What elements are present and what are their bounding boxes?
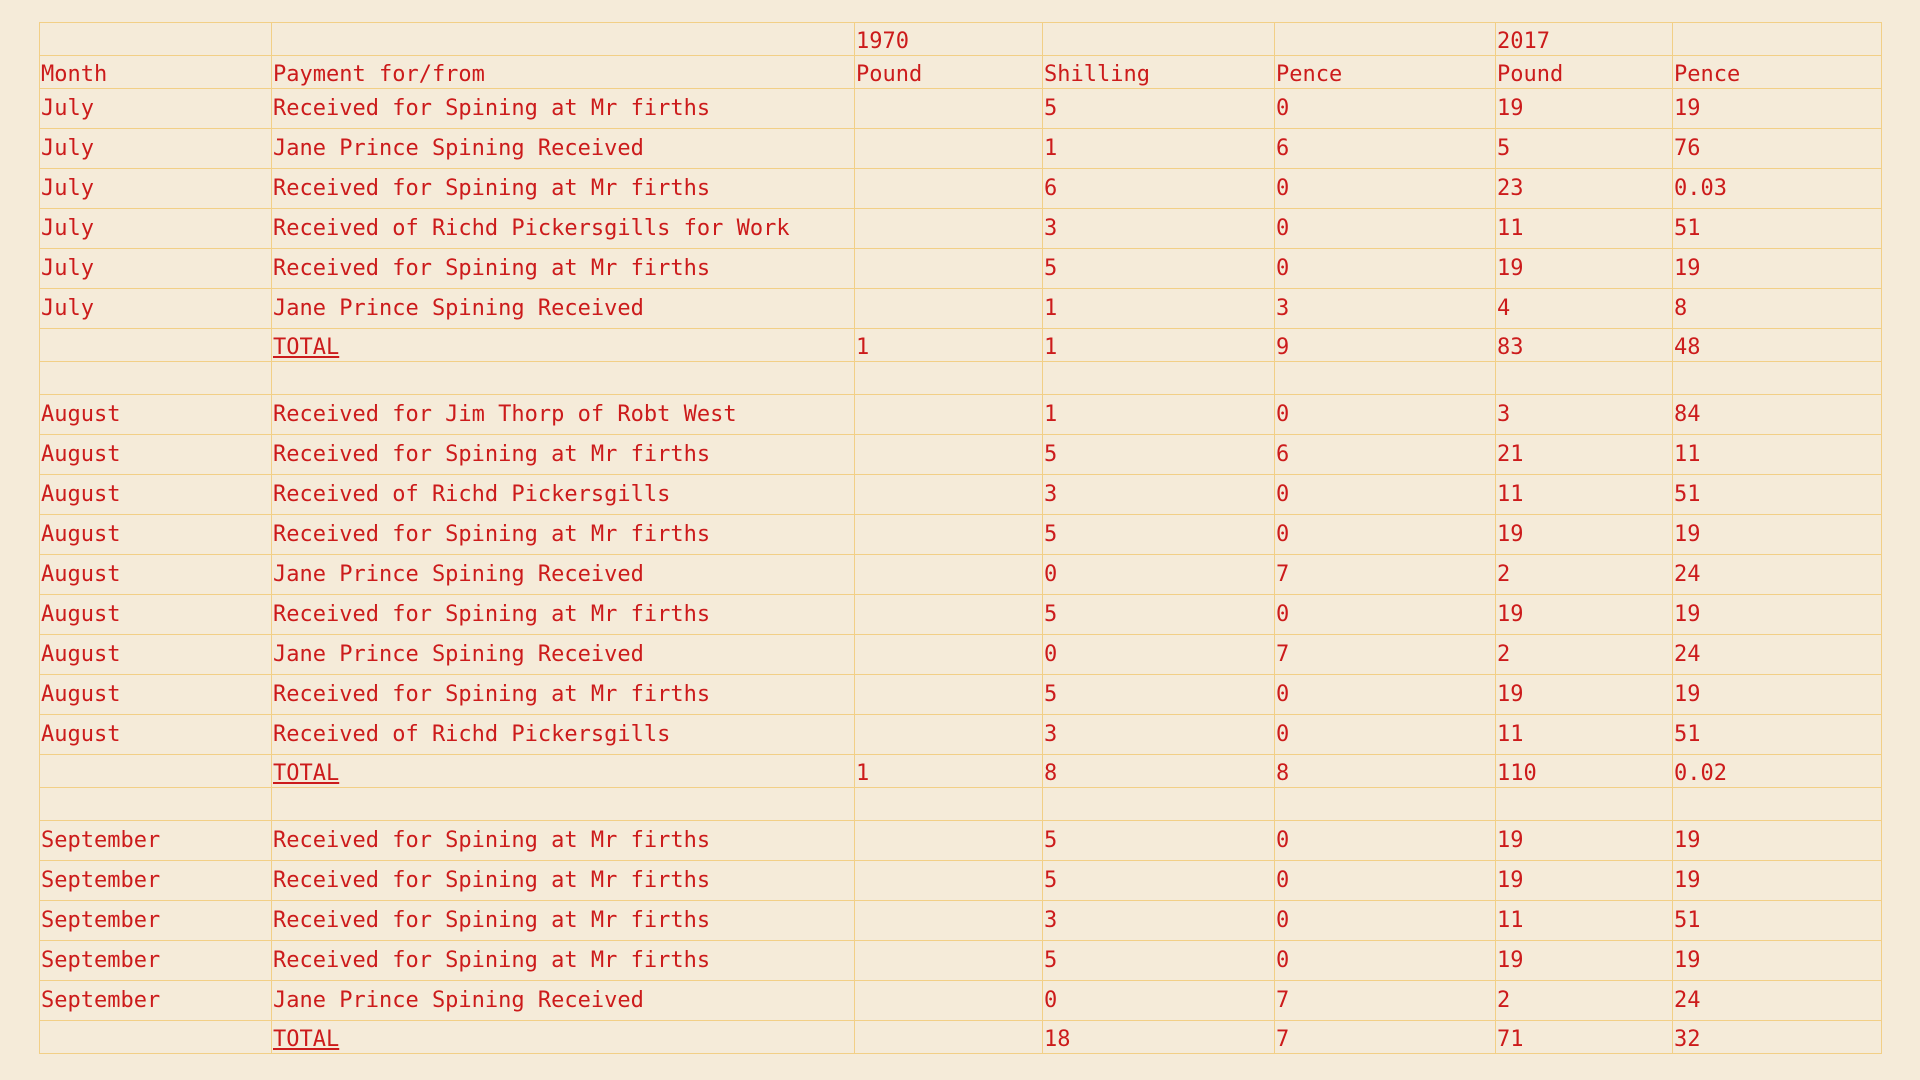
cell-empty[interactable]: [40, 23, 272, 56]
shilling-1970-cell[interactable]: 0: [1043, 981, 1275, 1021]
column-header-row: [40, 56, 1882, 89]
pence-2017-cell[interactable]: 19: [1673, 861, 1882, 901]
pound-2017-cell[interactable]: 110: [1496, 755, 1673, 788]
table-row: [40, 89, 1882, 129]
pound-2017-header[interactable]: Pound: [1496, 56, 1673, 89]
month-cell[interactable]: September: [40, 981, 272, 1021]
shilling-1970-cell[interactable]: 1: [1043, 329, 1275, 362]
month-cell[interactable]: August: [40, 595, 272, 635]
blank-row: [40, 362, 1882, 395]
pound-2017-cell[interactable]: 71: [1496, 1021, 1673, 1054]
pence-1970-cell[interactable]: 7: [1275, 555, 1496, 595]
table-row: [40, 595, 1882, 635]
pound-1970-cell[interactable]: 1: [855, 755, 1043, 788]
payment-cell[interactable]: Jane Prince Spining Received: [272, 635, 855, 675]
month-cell[interactable]: August: [40, 675, 272, 715]
month-cell[interactable]: September: [40, 901, 272, 941]
shilling-1970-cell[interactable]: 5: [1043, 675, 1275, 715]
pound-2017-cell[interactable]: 11: [1496, 475, 1673, 515]
pound-1970-cell[interactable]: [855, 941, 1043, 981]
shilling-1970-cell[interactable]: 5: [1043, 861, 1275, 901]
shilling-1970-cell[interactable]: 5: [1043, 435, 1275, 475]
month-cell[interactable]: September: [40, 941, 272, 981]
payment-cell[interactable]: Jane Prince Spining Received: [272, 555, 855, 595]
month-cell[interactable]: July: [40, 169, 272, 209]
month-cell[interactable]: August: [40, 635, 272, 675]
month-cell[interactable]: August: [40, 715, 272, 755]
pound-1970-cell[interactable]: [855, 821, 1043, 861]
table-row: [40, 395, 1882, 435]
table-row: [40, 475, 1882, 515]
pence-1970-cell[interactable]: [1275, 788, 1496, 821]
pence-1970-cell[interactable]: 7: [1275, 635, 1496, 675]
pound-1970-cell[interactable]: [855, 981, 1043, 1021]
table-row: [40, 515, 1882, 555]
pence-2017-cell[interactable]: 51: [1673, 901, 1882, 941]
pence-1970-cell[interactable]: 9: [1275, 329, 1496, 362]
shilling-1970-cell[interactable]: 8: [1043, 755, 1275, 788]
cell-empty[interactable]: [1275, 23, 1496, 56]
shilling-1970-cell[interactable]: 5: [1043, 249, 1275, 289]
pound-2017-cell[interactable]: 2: [1496, 981, 1673, 1021]
cell-empty[interactable]: [272, 23, 855, 56]
ledger-table: [39, 22, 1882, 1054]
payment-cell[interactable]: Jane Prince Spining Received: [272, 129, 855, 169]
pound-2017-cell[interactable]: 3: [1496, 395, 1673, 435]
pound-1970-cell[interactable]: 1: [855, 329, 1043, 362]
pound-1970-cell[interactable]: [855, 555, 1043, 595]
total-label[interactable]: TOTAL: [272, 755, 855, 788]
month-cell[interactable]: [40, 755, 272, 788]
pence-1970-cell[interactable]: 8: [1275, 755, 1496, 788]
pence-2017-cell[interactable]: 84: [1673, 395, 1882, 435]
pound-2017-cell[interactable]: 19: [1496, 515, 1673, 555]
pound-2017-cell[interactable]: 21: [1496, 435, 1673, 475]
table-row: [40, 209, 1882, 249]
total-row: [40, 755, 1882, 788]
payment-cell[interactable]: Received for Spining at Mr firths: [272, 249, 855, 289]
pound-2017-cell[interactable]: 19: [1496, 675, 1673, 715]
pence-2017-cell[interactable]: 19: [1673, 515, 1882, 555]
pence-2017-cell[interactable]: 19: [1673, 595, 1882, 635]
month-cell[interactable]: August: [40, 395, 272, 435]
shilling-1970-cell[interactable]: 5: [1043, 515, 1275, 555]
pence-1970-cell[interactable]: 7: [1275, 1021, 1496, 1054]
payment-cell[interactable]: Received for Spining at Mr firths: [272, 861, 855, 901]
shilling-1970-cell[interactable]: 3: [1043, 715, 1275, 755]
payment-cell[interactable]: [272, 788, 855, 821]
table-row: [40, 861, 1882, 901]
pound-1970-cell[interactable]: [855, 289, 1043, 329]
shilling-1970-cell[interactable]: 0: [1043, 555, 1275, 595]
pence-1970-cell[interactable]: 0: [1275, 89, 1496, 129]
pound-1970-cell[interactable]: [855, 129, 1043, 169]
payment-header[interactable]: Payment for/from: [272, 56, 855, 89]
shilling-1970-cell[interactable]: 5: [1043, 595, 1275, 635]
shilling-1970-cell[interactable]: 5: [1043, 89, 1275, 129]
month-cell[interactable]: July: [40, 129, 272, 169]
total-row: [40, 1021, 1882, 1054]
pound-1970-cell[interactable]: [855, 515, 1043, 555]
pound-2017-cell[interactable]: 19: [1496, 941, 1673, 981]
month-cell[interactable]: [40, 362, 272, 395]
pound-2017-cell[interactable]: 19: [1496, 861, 1673, 901]
pence-1970-cell[interactable]: 0: [1275, 515, 1496, 555]
pence-2017-cell[interactable]: 48: [1673, 329, 1882, 362]
pound-1970-cell[interactable]: [855, 675, 1043, 715]
pence-1970-cell[interactable]: 6: [1275, 129, 1496, 169]
month-cell[interactable]: August: [40, 515, 272, 555]
pound-1970-cell[interactable]: [855, 435, 1043, 475]
pence-2017-cell[interactable]: 24: [1673, 981, 1882, 1021]
pence-1970-cell[interactable]: 0: [1275, 249, 1496, 289]
payment-cell[interactable]: Received for Spining at Mr firths: [272, 515, 855, 555]
pound-2017-cell[interactable]: [1496, 362, 1673, 395]
pound-1970-cell[interactable]: [855, 635, 1043, 675]
pound-2017-cell[interactable]: 11: [1496, 901, 1673, 941]
shilling-1970-cell[interactable]: 0: [1043, 635, 1275, 675]
month-cell[interactable]: July: [40, 89, 272, 129]
pence-2017-cell[interactable]: 0.03: [1673, 169, 1882, 209]
pound-2017-cell[interactable]: 19: [1496, 595, 1673, 635]
pound-1970-cell[interactable]: [855, 901, 1043, 941]
pound-1970-cell[interactable]: [855, 595, 1043, 635]
payment-cell[interactable]: Received for Spining at Mr firths: [272, 901, 855, 941]
pound-2017-cell[interactable]: 19: [1496, 89, 1673, 129]
pence-2017-cell[interactable]: 51: [1673, 715, 1882, 755]
total-row: [40, 329, 1882, 362]
pence-2017-cell[interactable]: 24: [1673, 555, 1882, 595]
month-cell[interactable]: July: [40, 289, 272, 329]
payment-cell[interactable]: Jane Prince Spining Received: [272, 289, 855, 329]
total-label[interactable]: TOTAL: [272, 329, 855, 362]
payment-cell[interactable]: Received of Richd Pickersgills: [272, 475, 855, 515]
pound-2017-cell[interactable]: 2: [1496, 555, 1673, 595]
month-cell[interactable]: September: [40, 821, 272, 861]
payment-cell[interactable]: Received for Spining at Mr firths: [272, 435, 855, 475]
month-cell[interactable]: August: [40, 555, 272, 595]
blank-row: [40, 788, 1882, 821]
table-row: [40, 249, 1882, 289]
pence-2017-cell[interactable]: 24: [1673, 635, 1882, 675]
month-cell[interactable]: [40, 329, 272, 362]
pound-1970-cell[interactable]: [855, 89, 1043, 129]
pence-2017-cell[interactable]: 11: [1673, 435, 1882, 475]
payment-cell[interactable]: Received for Spining at Mr firths: [272, 89, 855, 129]
total-label[interactable]: TOTAL: [272, 1021, 855, 1054]
pence-2017-cell[interactable]: 8: [1673, 289, 1882, 329]
table-row: [40, 129, 1882, 169]
month-cell[interactable]: September: [40, 861, 272, 901]
shilling-1970-header[interactable]: Shilling: [1043, 56, 1275, 89]
pence-2017-cell[interactable]: 0.02: [1673, 755, 1882, 788]
payment-cell[interactable]: [272, 362, 855, 395]
table-row: [40, 941, 1882, 981]
payment-cell[interactable]: Jane Prince Spining Received: [272, 981, 855, 1021]
pence-1970-cell[interactable]: 0: [1275, 209, 1496, 249]
table-row: [40, 715, 1882, 755]
pence-2017-cell[interactable]: 51: [1673, 209, 1882, 249]
pound-1970-cell[interactable]: [855, 209, 1043, 249]
pence-1970-cell[interactable]: 0: [1275, 675, 1496, 715]
year-1970-cell[interactable]: 1970: [855, 23, 1043, 56]
pound-2017-cell[interactable]: 83: [1496, 329, 1673, 362]
pound-2017-cell[interactable]: 23: [1496, 169, 1673, 209]
pound-1970-cell[interactable]: [855, 395, 1043, 435]
table-row: [40, 981, 1882, 1021]
shilling-1970-cell[interactable]: 1: [1043, 395, 1275, 435]
shilling-1970-cell[interactable]: 5: [1043, 821, 1275, 861]
payment-cell[interactable]: Received for Spining at Mr firths: [272, 675, 855, 715]
pound-1970-cell[interactable]: [855, 715, 1043, 755]
payment-cell[interactable]: Received for Spining at Mr firths: [272, 595, 855, 635]
pence-1970-cell[interactable]: 3: [1275, 289, 1496, 329]
pence-1970-cell[interactable]: [1275, 362, 1496, 395]
pound-2017-cell[interactable]: 19: [1496, 249, 1673, 289]
pence-1970-cell[interactable]: 0: [1275, 941, 1496, 981]
shilling-1970-cell[interactable]: 3: [1043, 209, 1275, 249]
shilling-1970-cell[interactable]: 3: [1043, 901, 1275, 941]
payment-cell[interactable]: Received for Spining at Mr firths: [272, 941, 855, 981]
pence-1970-header[interactable]: Pence: [1275, 56, 1496, 89]
month-cell[interactable]: July: [40, 209, 272, 249]
cell-empty[interactable]: [1673, 23, 1882, 56]
pound-2017-cell[interactable]: 11: [1496, 209, 1673, 249]
pound-2017-cell[interactable]: 19: [1496, 821, 1673, 861]
shilling-1970-cell[interactable]: 1: [1043, 289, 1275, 329]
pound-1970-cell[interactable]: [855, 861, 1043, 901]
month-cell[interactable]: July: [40, 249, 272, 289]
pence-1970-cell[interactable]: 7: [1275, 981, 1496, 1021]
pence-2017-cell[interactable]: 19: [1673, 821, 1882, 861]
pound-2017-cell[interactable]: 11: [1496, 715, 1673, 755]
pence-1970-cell[interactable]: 0: [1275, 821, 1496, 861]
pence-1970-cell[interactable]: 0: [1275, 395, 1496, 435]
pence-2017-cell[interactable]: 19: [1673, 675, 1882, 715]
year-2017-cell[interactable]: 2017: [1496, 23, 1673, 56]
pound-1970-cell[interactable]: [855, 249, 1043, 289]
pence-2017-cell[interactable]: 19: [1673, 89, 1882, 129]
shilling-1970-cell[interactable]: [1043, 362, 1275, 395]
shilling-1970-cell[interactable]: 18: [1043, 1021, 1275, 1054]
shilling-1970-cell[interactable]: 5: [1043, 941, 1275, 981]
pence-1970-cell[interactable]: 6: [1275, 435, 1496, 475]
pence-1970-cell[interactable]: 0: [1275, 475, 1496, 515]
pence-1970-cell[interactable]: 0: [1275, 861, 1496, 901]
pound-1970-cell[interactable]: [855, 362, 1043, 395]
pound-1970-cell[interactable]: [855, 1021, 1043, 1054]
shilling-1970-cell[interactable]: 1: [1043, 129, 1275, 169]
pence-1970-cell[interactable]: 0: [1275, 595, 1496, 635]
pound-1970-cell[interactable]: [855, 475, 1043, 515]
table-row: [40, 435, 1882, 475]
pound-2017-cell[interactable]: 2: [1496, 635, 1673, 675]
pence-2017-header[interactable]: Pence: [1673, 56, 1882, 89]
pence-2017-cell[interactable]: 19: [1673, 941, 1882, 981]
pence-1970-cell[interactable]: 0: [1275, 169, 1496, 209]
shilling-1970-cell[interactable]: 6: [1043, 169, 1275, 209]
table-row: [40, 555, 1882, 595]
table-row: [40, 675, 1882, 715]
cell-empty[interactable]: [1043, 23, 1275, 56]
month-cell[interactable]: [40, 788, 272, 821]
month-cell[interactable]: August: [40, 475, 272, 515]
month-cell[interactable]: [40, 1021, 272, 1054]
payment-cell[interactable]: Received for Jim Thorp of Robt West: [272, 395, 855, 435]
pence-2017-cell[interactable]: 51: [1673, 475, 1882, 515]
shilling-1970-cell[interactable]: [1043, 788, 1275, 821]
month-cell[interactable]: August: [40, 435, 272, 475]
table-row: [40, 169, 1882, 209]
pence-2017-cell[interactable]: 19: [1673, 249, 1882, 289]
pence-2017-cell[interactable]: [1673, 362, 1882, 395]
pence-1970-cell[interactable]: 0: [1275, 901, 1496, 941]
table-row: [40, 289, 1882, 329]
pound-2017-cell[interactable]: 4: [1496, 289, 1673, 329]
payment-cell[interactable]: Received for Spining at Mr firths: [272, 821, 855, 861]
pound-2017-cell[interactable]: 5: [1496, 129, 1673, 169]
payment-cell[interactable]: Received for Spining at Mr firths: [272, 169, 855, 209]
pence-2017-cell[interactable]: 76: [1673, 129, 1882, 169]
year-header-row: [40, 23, 1882, 56]
shilling-1970-cell[interactable]: 3: [1043, 475, 1275, 515]
payment-cell[interactable]: Received of Richd Pickersgills: [272, 715, 855, 755]
pence-1970-cell[interactable]: 0: [1275, 715, 1496, 755]
pence-2017-cell[interactable]: 32: [1673, 1021, 1882, 1054]
table-row: [40, 821, 1882, 861]
pence-2017-cell[interactable]: [1673, 788, 1882, 821]
payment-cell[interactable]: Received of Richd Pickersgills for Work: [272, 209, 855, 249]
pound-1970-cell[interactable]: [855, 788, 1043, 821]
pound-1970-header[interactable]: Pound: [855, 56, 1043, 89]
table-row: [40, 635, 1882, 675]
table-row: [40, 901, 1882, 941]
pound-2017-cell[interactable]: [1496, 788, 1673, 821]
pound-1970-cell[interactable]: [855, 169, 1043, 209]
month-header[interactable]: Month: [40, 56, 272, 89]
